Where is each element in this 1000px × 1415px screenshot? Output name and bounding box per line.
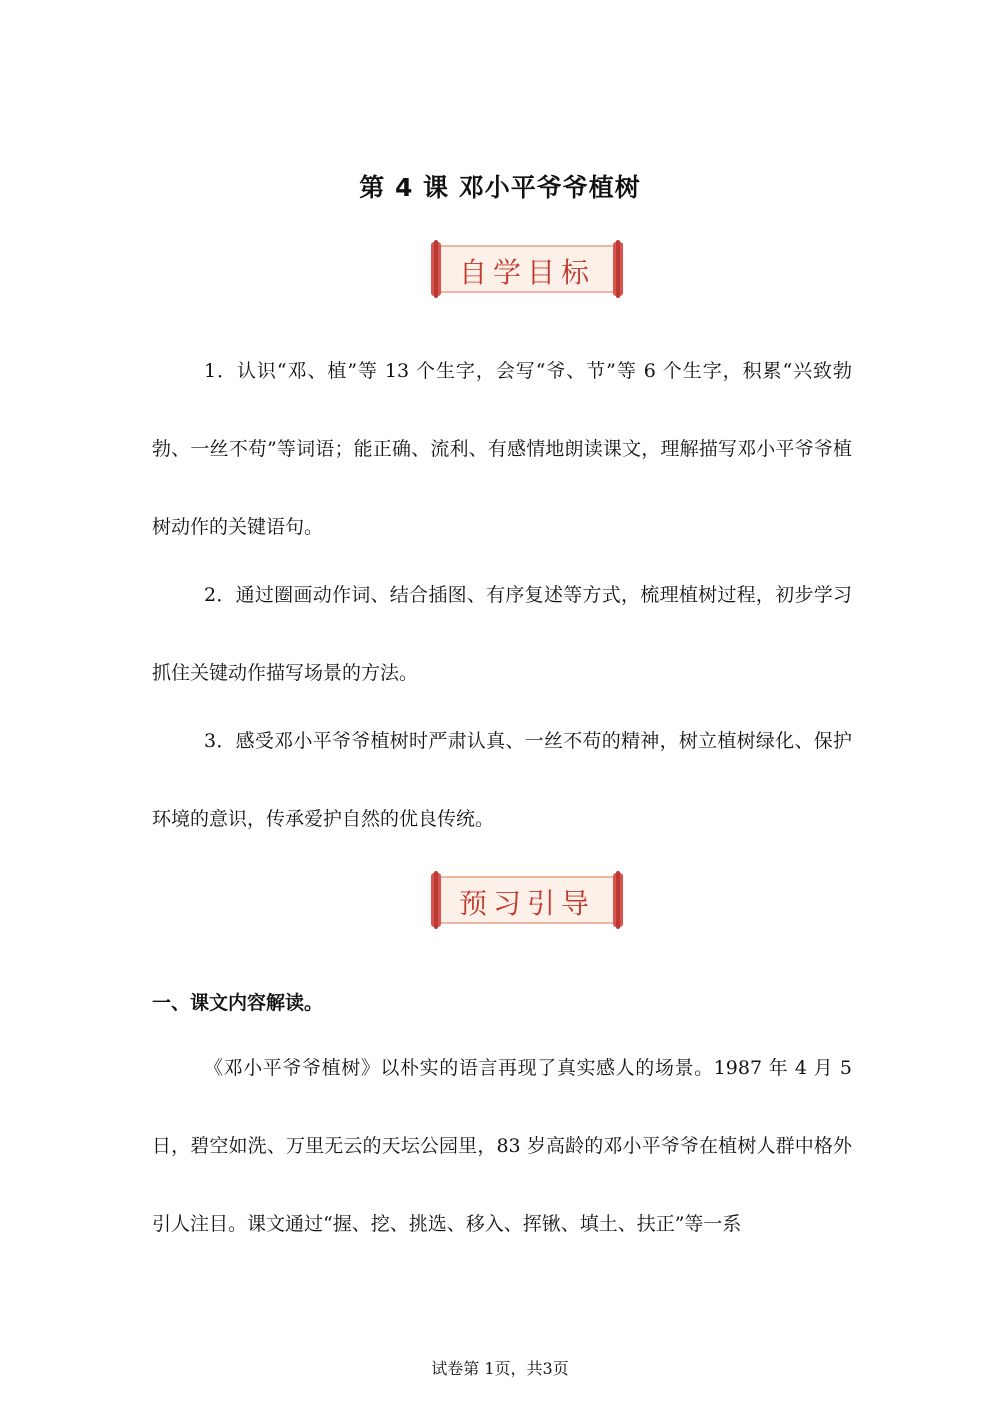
banner-study-goals xyxy=(431,240,623,298)
goal-2: 2．通过圈画动作词、结合插图、有序复述等方式，梳理植树过程，初步学习抓住关键动作描写场景的方法。 xyxy=(152,584,852,684)
section-heading: 一、课文内容解读。 xyxy=(152,992,324,1014)
goal-1: 1．认识“邓、植”等 13 个生字，会写“爷、节”等 6 个生字，积累“兴致勃勃、一丝不苟”等词语；能正确、流利、有感情地朗读课文，理解描写邓小平爷爷植树动作的关键语句。 xyxy=(152,360,852,538)
banner-preview-guide-label: 预习引导 xyxy=(458,887,595,920)
banner-study-goals-label: 自学目标 xyxy=(458,256,595,289)
section-paragraph: 《邓小平爷爷植树》以朴实的语言再现了真实感人的场景。1987 年 4 月 5 日，碧空如洗、万里无云的天坛公园里，83 岁高龄的邓小平爷爷在植树人群中格外引人注目。课文通过“握、挖、挑选、移入、挥锹、填土、扶正”等一系 xyxy=(152,1057,852,1235)
page-footer: 试卷第 1页，共3页 xyxy=(431,1359,569,1378)
goal-3: 3．感受邓小平爷爷植树时严肃认真、一丝不苟的精神，树立植树绿化、保护环境的意识，传承爱护自然的优良传统。 xyxy=(152,730,852,830)
banner-preview-guide xyxy=(431,871,623,929)
page-title: 第 4 课 邓小平爷爷植树 xyxy=(359,173,641,202)
